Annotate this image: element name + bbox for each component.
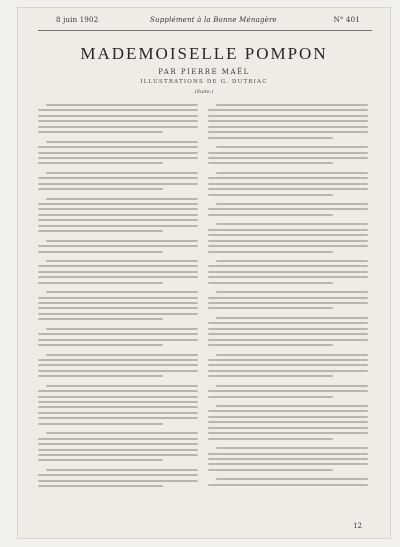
text-line — [38, 271, 198, 273]
text-line — [46, 240, 198, 242]
text-line — [38, 333, 198, 335]
text-line — [208, 438, 333, 440]
text-line — [208, 188, 368, 190]
issue-number: N° 401 — [333, 16, 360, 24]
text-line — [38, 344, 163, 346]
text-line — [38, 109, 198, 111]
text-line — [38, 438, 198, 440]
paragraph-gap — [38, 194, 198, 198]
text-line — [38, 302, 198, 304]
text-line — [46, 260, 198, 262]
text-line — [216, 104, 368, 106]
text-line — [46, 141, 198, 143]
text-line — [216, 260, 368, 262]
text-line — [208, 120, 368, 122]
text-line — [38, 449, 198, 451]
text-line — [208, 234, 368, 236]
text-line — [38, 265, 198, 267]
header-rule — [38, 30, 372, 31]
text-line — [38, 225, 198, 227]
issue-date: 8 juin 1902 — [56, 16, 99, 24]
text-line — [208, 364, 368, 366]
text-line — [46, 432, 198, 434]
text-line — [208, 251, 333, 253]
text-column-left — [38, 104, 198, 518]
text-line — [208, 152, 368, 154]
text-line — [216, 291, 368, 293]
text-line — [38, 276, 198, 278]
continuation-note: (Suite.) — [194, 89, 214, 95]
text-line — [38, 401, 198, 403]
text-line — [208, 183, 368, 185]
text-line — [208, 276, 368, 278]
text-line — [38, 282, 163, 284]
text-line — [208, 137, 333, 139]
text-line — [208, 240, 368, 242]
text-line — [216, 317, 368, 319]
text-line — [38, 115, 198, 117]
text-line — [38, 375, 163, 377]
text-line — [208, 265, 368, 267]
text-line — [216, 478, 368, 480]
text-line — [38, 245, 198, 247]
text-line — [208, 109, 368, 111]
text-line — [208, 194, 333, 196]
text-line — [38, 177, 198, 179]
text-line — [208, 396, 333, 398]
text-line — [208, 208, 368, 210]
text-line — [208, 229, 368, 231]
text-line — [38, 146, 198, 148]
paragraph-gap — [38, 350, 198, 354]
text-line — [38, 297, 198, 299]
text-line — [38, 230, 163, 232]
text-line — [38, 485, 163, 487]
text-line — [208, 333, 368, 335]
text-line — [46, 172, 198, 174]
text-line — [38, 339, 198, 341]
text-line — [38, 203, 198, 205]
text-line — [38, 359, 198, 361]
text-line — [38, 162, 163, 164]
text-line — [46, 198, 198, 200]
text-line — [208, 484, 368, 486]
text-line — [38, 131, 163, 133]
text-line — [208, 157, 368, 159]
text-line — [216, 203, 368, 205]
text-line — [208, 344, 333, 346]
text-line — [38, 370, 198, 372]
text-line — [38, 459, 163, 461]
text-line — [216, 146, 368, 148]
text-line — [208, 307, 333, 309]
text-line — [216, 354, 368, 356]
text-line — [216, 405, 368, 407]
text-line — [208, 416, 368, 418]
text-line — [38, 208, 198, 210]
text-line — [46, 354, 198, 356]
text-line — [216, 223, 368, 225]
text-line — [38, 454, 198, 456]
text-line — [208, 302, 368, 304]
page-header — [18, 14, 390, 28]
text-line — [208, 469, 333, 471]
text-line — [38, 417, 198, 419]
text-line — [208, 297, 368, 299]
text-line — [38, 423, 163, 425]
text-line — [46, 385, 198, 387]
text-line — [208, 131, 368, 133]
text-line — [208, 282, 333, 284]
text-line — [38, 183, 198, 185]
text-line — [208, 322, 368, 324]
text-line — [38, 406, 198, 408]
text-line — [208, 115, 368, 117]
article-title: MADEMOISELLE POMPON — [80, 44, 328, 63]
text-line — [38, 214, 198, 216]
text-line — [208, 375, 333, 377]
article-byline: PAR PIERRE MAËL — [158, 68, 250, 76]
text-line — [208, 458, 368, 460]
page-folio: 12 — [353, 522, 362, 530]
text-line — [38, 443, 198, 445]
text-line — [208, 453, 368, 455]
text-line — [46, 328, 198, 330]
supplement-title: Supplément à la Bonne Ménagère — [150, 16, 277, 24]
text-line — [38, 157, 198, 159]
text-line — [38, 307, 198, 309]
text-line — [46, 104, 198, 106]
text-column-right — [208, 104, 368, 518]
paragraph-gap — [208, 350, 368, 354]
text-line — [208, 271, 368, 273]
text-line — [208, 463, 368, 465]
illustration-credit: ILLUSTRATIONS DE G. DUTRIAC — [140, 79, 268, 85]
text-line — [216, 447, 368, 449]
text-line — [38, 188, 163, 190]
text-line — [38, 318, 163, 320]
text-line — [208, 162, 333, 164]
text-line — [38, 126, 198, 128]
text-line — [208, 339, 368, 341]
text-line — [208, 359, 368, 361]
text-line — [208, 328, 368, 330]
text-line — [38, 396, 198, 398]
text-line — [208, 370, 368, 372]
text-line — [208, 410, 368, 412]
text-line — [46, 291, 198, 293]
text-line — [208, 390, 368, 392]
text-line — [216, 172, 368, 174]
text-line — [208, 432, 368, 434]
text-line — [208, 214, 333, 216]
text-line — [38, 120, 198, 122]
text-line — [38, 480, 198, 482]
text-line — [208, 421, 368, 423]
magazine-page — [18, 8, 390, 538]
text-line — [208, 427, 368, 429]
text-line — [38, 152, 198, 154]
text-line — [38, 219, 198, 221]
text-line — [208, 126, 368, 128]
text-line — [38, 364, 198, 366]
text-line — [46, 469, 198, 471]
text-line — [208, 245, 368, 247]
text-line — [38, 251, 163, 253]
text-line — [216, 385, 368, 387]
text-line — [38, 390, 198, 392]
text-line — [38, 412, 198, 414]
text-line — [208, 177, 368, 179]
text-line — [38, 474, 198, 476]
text-line — [38, 313, 198, 315]
